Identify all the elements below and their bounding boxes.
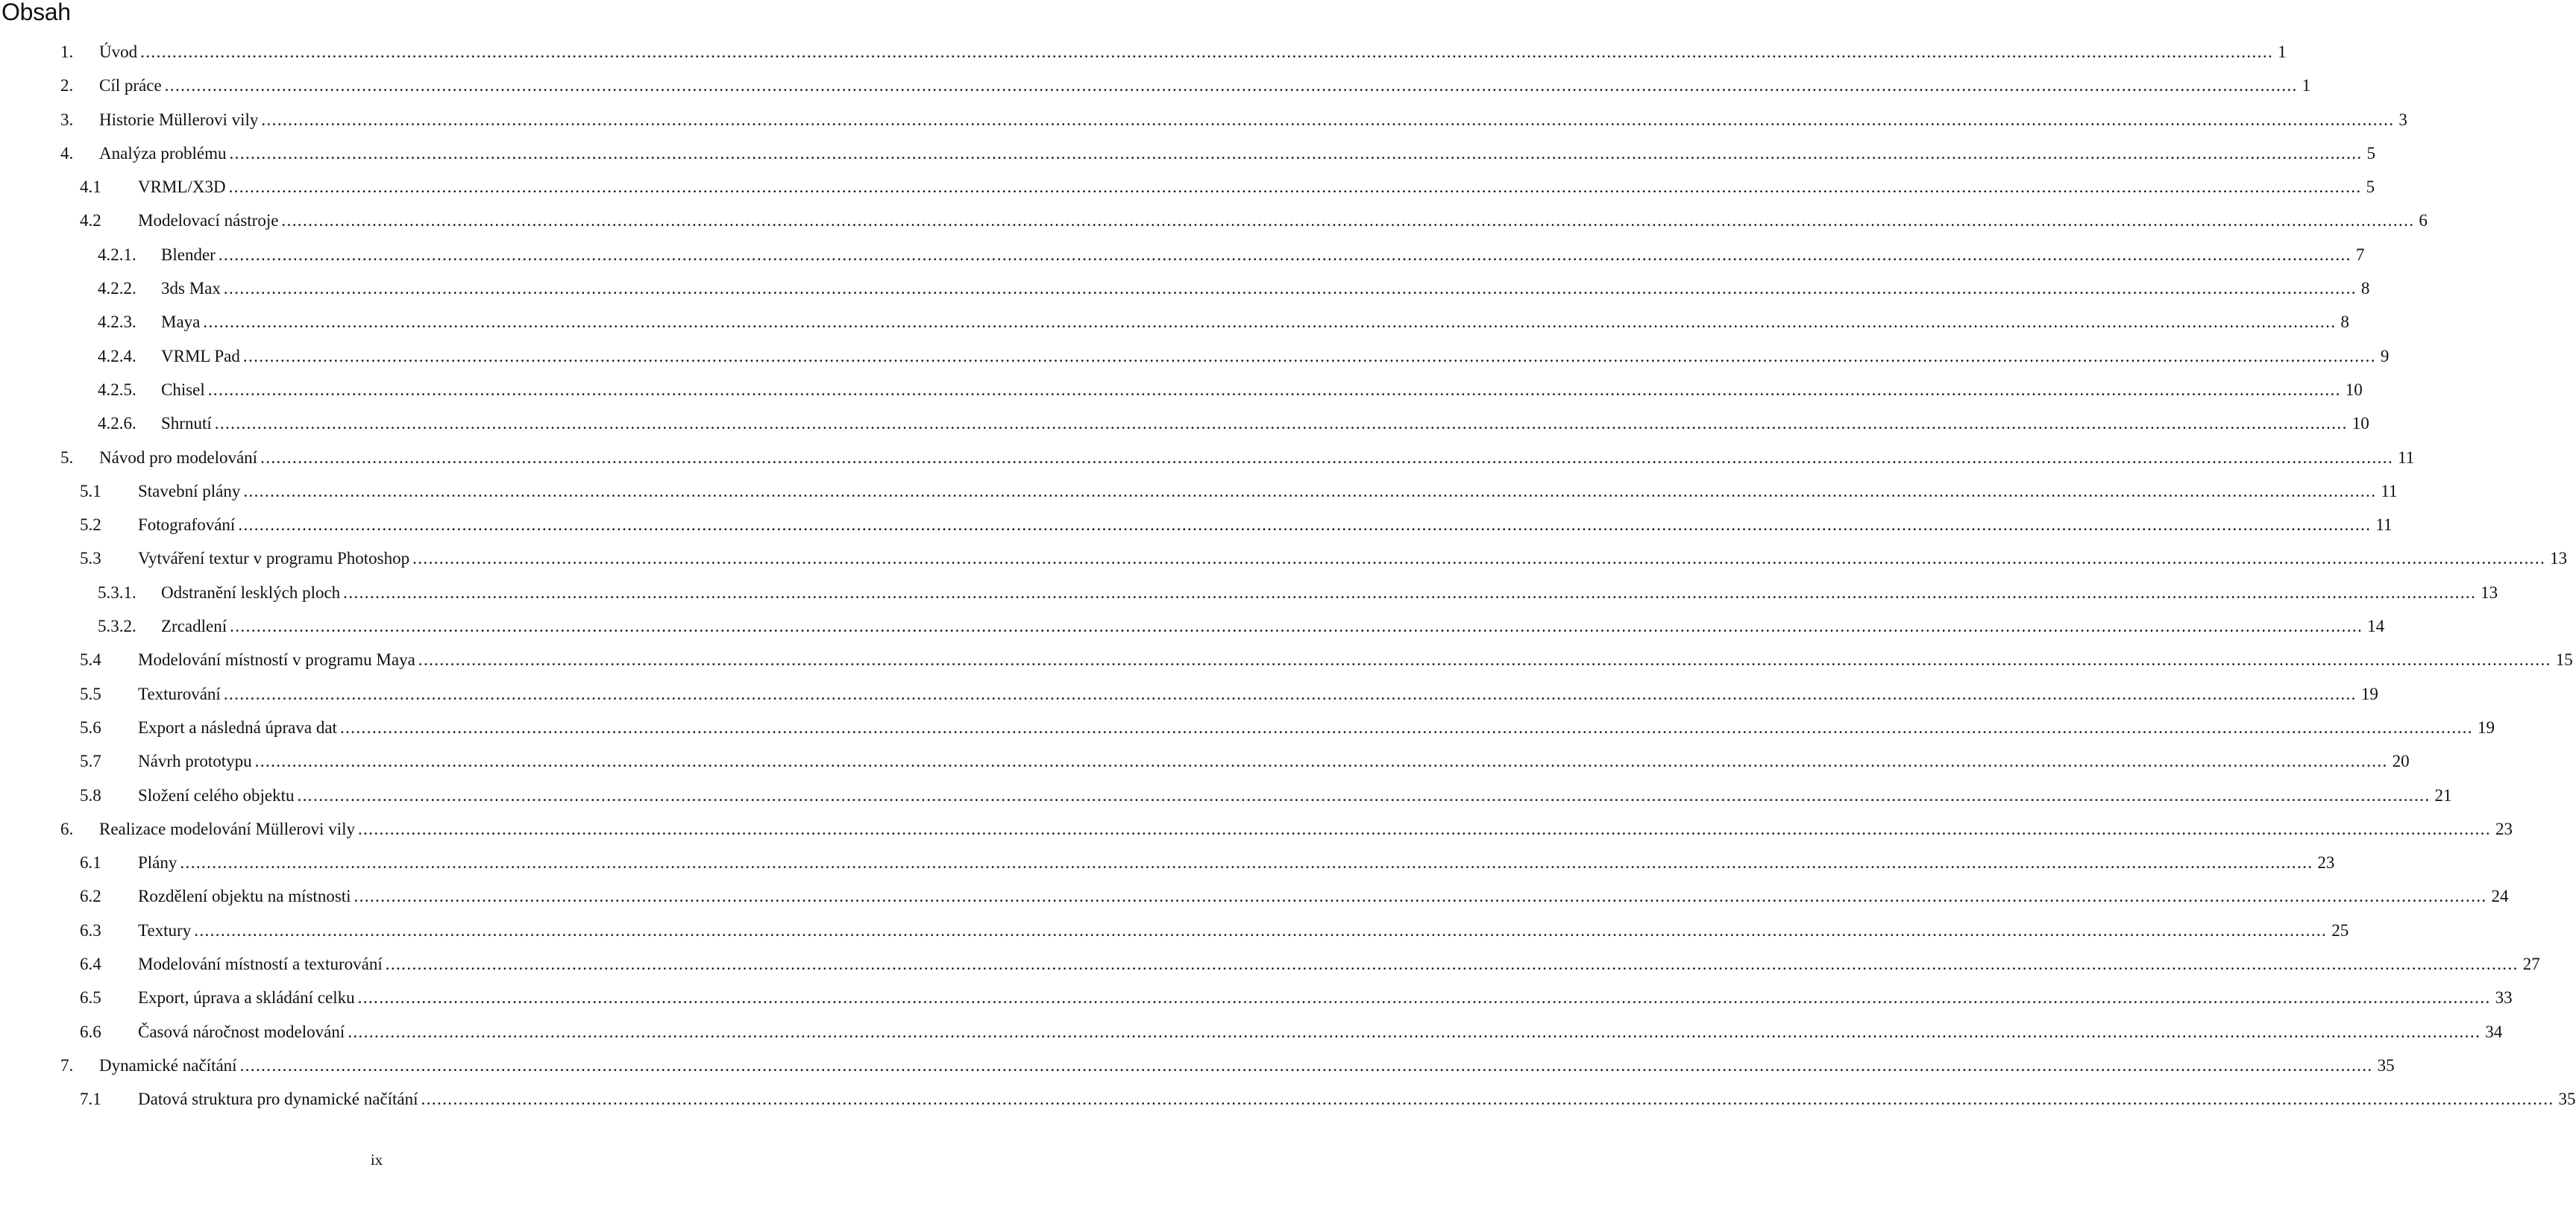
toc-entry-page: 24	[2491, 887, 2509, 906]
toc-dot-leader: ................................................................................................................................................................................................................................................................................................................................................................................................................	[230, 617, 2363, 636]
toc-dot-leader: ................................................................................................................................................................................................................................................................................................................................................................................................................	[385, 955, 2519, 974]
toc-dot-leader: ................................................................................................................................................................................................................................................................................................................................................................................................................	[214, 414, 2348, 433]
toc-entry-title: Dynamické načítání	[99, 1055, 237, 1075]
toc-entry-line	[161, 305, 2349, 339]
toc-entry-title: Modelování místností a texturování	[138, 955, 383, 974]
toc-entry-title: Maya	[161, 313, 201, 332]
toc-dot-leader: ................................................................................................................................................................................................................................................................................................................................................................................................................	[239, 1055, 2373, 1075]
toc-dot-leader: ................................................................................................................................................................................................................................................................................................................................................................................................................	[418, 650, 2551, 670]
toc-entry-page: 15	[2555, 650, 2573, 670]
toc-dot-leader: ................................................................................................................................................................................................................................................................................................................................................................................................................	[357, 988, 2491, 1008]
toc-entry-page: 7	[2355, 245, 2365, 264]
toc-entry[interactable]	[0, 643, 2573, 676]
toc-entry[interactable]	[0, 812, 2513, 846]
toc-entry-number: 4.	[60, 143, 74, 163]
toc-entry-number: 2.	[60, 76, 74, 95]
toc-entry-title: Textury	[138, 920, 192, 940]
toc-entry-page: 10	[2345, 380, 2363, 399]
toc-entry-line	[138, 677, 2378, 711]
toc-entry[interactable]	[0, 136, 2376, 170]
toc-entry-title: VRML/X3D	[138, 178, 226, 197]
toc-entry-line	[161, 238, 2365, 271]
toc-entry-line	[99, 103, 2407, 136]
toc-dot-leader: ................................................................................................................................................................................................................................................................................................................................................................................................................	[260, 447, 2394, 467]
toc-entry-line	[99, 812, 2513, 846]
toc-entry-line	[138, 779, 2452, 812]
toc-dot-leader: ................................................................................................................................................................................................................................................................................................................................................................................................................	[194, 920, 2328, 940]
toc-dot-leader: ................................................................................................................................................................................................................................................................................................................................................................................................................	[228, 178, 2362, 197]
page-number: ix	[370, 1151, 383, 1169]
toc-entry-line	[99, 1049, 2395, 1082]
toc-entry-page: 21	[2434, 785, 2452, 805]
toc-entry-line	[138, 744, 2410, 778]
toc-entry[interactable]	[0, 441, 2415, 474]
toc-entry-line	[138, 1015, 2503, 1049]
toc-dot-leader: ................................................................................................................................................................................................................................................................................................................................................................................................................	[229, 143, 2363, 163]
toc-entry-line	[161, 271, 2370, 305]
toc-dot-leader: ................................................................................................................................................................................................................................................................................................................................................................................................................	[218, 245, 2352, 264]
toc-entry-page: 33	[2495, 988, 2513, 1008]
toc-entry-number: 6.3	[80, 920, 101, 940]
toc-entry-title: 3ds Max	[161, 279, 221, 298]
toc-entry-number: 5.6	[80, 717, 101, 737]
toc-entry[interactable]	[0, 103, 2407, 136]
toc-entry-page: 11	[2375, 515, 2393, 535]
toc-entry-number: 5.2	[80, 515, 101, 535]
toc-entry-line	[161, 406, 2369, 440]
toc-dot-leader: ................................................................................................................................................................................................................................................................................................................................................................................................................	[242, 346, 2376, 365]
toc-entry-number: 4.2.5.	[98, 380, 136, 399]
toc-dot-leader: ................................................................................................................................................................................................................................................................................................................................................................................................................	[207, 380, 2341, 399]
toc-entry-number: 6.2	[80, 887, 101, 906]
toc-entry-title: Zrcadlení	[161, 617, 227, 636]
toc-entry[interactable]	[0, 744, 2410, 778]
toc-entry-page: 35	[2377, 1055, 2395, 1075]
toc-entry[interactable]	[0, 373, 2363, 406]
toc-entry-line	[161, 339, 2390, 373]
toc-entry-page: 35	[2558, 1090, 2576, 1109]
toc-entry[interactable]	[0, 35, 2287, 69]
toc-entry[interactable]	[0, 846, 2335, 879]
toc-entry-title: Návrh prototypu	[138, 752, 252, 771]
toc-entry[interactable]	[0, 981, 2513, 1014]
toc-entry-line	[138, 643, 2573, 676]
toc-dot-leader: ................................................................................................................................................................................................................................................................................................................................................................................................................	[164, 76, 2298, 95]
toc-entry[interactable]	[0, 779, 2452, 812]
toc-entry-title: Blender	[161, 245, 216, 264]
toc-dot-leader: ................................................................................................................................................................................................................................................................................................................................................................................................................	[354, 887, 2487, 906]
toc-entry-title: Datová struktura pro dynamické načítání	[138, 1090, 418, 1109]
toc-dot-leader: ................................................................................................................................................................................................................................................................................................................................................................................................................	[238, 515, 2372, 535]
toc-entry-page: 6	[2419, 211, 2428, 230]
toc-entry-title: Cíl práce	[99, 76, 162, 95]
toc-entry-line	[99, 136, 2376, 170]
toc-entry-page: 9	[2380, 346, 2390, 365]
toc-entry-page: 23	[2495, 819, 2513, 838]
toc-entry-title: Export a následná úprava dat	[138, 717, 337, 737]
toc-entry-number: 4.2.1.	[98, 245, 136, 264]
toc-entry-line	[138, 981, 2513, 1014]
toc-entry-title: Realizace modelování Müllerovi vily	[99, 819, 355, 838]
toc-entry[interactable]	[0, 914, 2349, 947]
toc-entry-title: Analýza problému	[99, 143, 227, 163]
toc-entry-title: Texturování	[138, 684, 221, 703]
toc-entry[interactable]	[0, 1082, 2576, 1116]
toc-entry-number: 5.8	[80, 785, 101, 805]
toc-entry-line	[138, 541, 2568, 575]
toc-entry-page: 5	[2366, 178, 2375, 197]
toc-entry-number: 5.1	[80, 481, 101, 500]
toc-entry[interactable]	[0, 879, 2509, 913]
toc-entry-line	[138, 846, 2335, 879]
toc-entry-page: 11	[2381, 481, 2398, 500]
toc-dot-leader: ................................................................................................................................................................................................................................................................................................................................................................................................................	[297, 785, 2431, 805]
toc-entry-number: 6.	[60, 819, 74, 838]
toc-entry-line	[99, 35, 2287, 69]
toc-entry-page: 1	[2302, 76, 2311, 95]
toc-entry-number: 4.2.4.	[98, 346, 136, 365]
toc-entry-title: Plány	[138, 853, 178, 873]
toc-entry-number: 7.1	[80, 1090, 101, 1109]
toc-entry-line	[138, 170, 2375, 204]
toc-entry[interactable]	[0, 238, 2365, 271]
toc-entry-number: 4.2.3.	[98, 313, 136, 332]
toc-entry-page: 14	[2367, 617, 2385, 636]
toc-dot-leader: ................................................................................................................................................................................................................................................................................................................................................................................................................	[140, 43, 2274, 61]
toc-entry-title: Složení celého objektu	[138, 785, 295, 805]
toc-entry-title: VRML Pad	[161, 346, 240, 365]
toc-dot-leader: ................................................................................................................................................................................................................................................................................................................................................................................................................	[339, 717, 2473, 737]
toc-dot-leader: ................................................................................................................................................................................................................................................................................................................................................................................................................	[223, 684, 2357, 703]
toc-entry-number: 5.	[60, 447, 74, 467]
toc-entry-page: 19	[2477, 717, 2495, 737]
toc-entry[interactable]	[0, 474, 2398, 508]
toc-entry-number: 1.	[60, 43, 74, 61]
toc-entry-title: Export, úprava a skládání celku	[138, 988, 355, 1008]
toc-entry-number: 3.	[60, 110, 74, 129]
toc-entry[interactable]	[0, 541, 2568, 575]
toc-entry[interactable]	[0, 947, 2540, 981]
toc-entry-page: 8	[2360, 279, 2370, 298]
toc-entry[interactable]	[0, 1015, 2503, 1049]
toc-entry-number: 5.7	[80, 752, 101, 771]
toc-entry[interactable]	[0, 609, 2385, 643]
toc-entry-line	[161, 576, 2498, 609]
toc-dot-leader: ................................................................................................................................................................................................................................................................................................................................................................................................................	[254, 752, 2388, 771]
toc-entry-page: 3	[2398, 110, 2407, 129]
toc-entry[interactable]	[0, 170, 2375, 204]
toc-entry[interactable]	[0, 305, 2349, 339]
toc-entry-number: 6.5	[80, 988, 101, 1008]
page-title: Obsah	[1, 0, 71, 25]
toc-entry[interactable]	[0, 406, 2369, 440]
toc-dot-leader: ................................................................................................................................................................................................................................................................................................................................................................................................................	[421, 1090, 2554, 1109]
toc-entry-page: 8	[2340, 313, 2349, 332]
toc-dot-leader: ................................................................................................................................................................................................................................................................................................................................................................................................................	[243, 481, 2377, 500]
toc-dot-leader: ................................................................................................................................................................................................................................................................................................................................................................................................................	[348, 1022, 2481, 1041]
toc-entry-number: 4.2.2.	[98, 279, 136, 298]
toc-dot-leader: ................................................................................................................................................................................................................................................................................................................................................................................................................	[223, 279, 2357, 298]
toc-entry-number: 6.1	[80, 853, 101, 873]
toc-entry-line	[99, 441, 2415, 474]
toc-entry-page: 1	[2278, 43, 2287, 61]
toc-entry[interactable]	[0, 1049, 2395, 1082]
toc-entry-number: 4.2.6.	[98, 414, 136, 433]
toc-entry-page: 13	[2481, 582, 2498, 602]
toc-entry-page: 5	[2366, 143, 2376, 163]
toc-entry-line	[161, 609, 2385, 643]
toc-entry-page: 20	[2392, 752, 2410, 771]
toc-entry-title: Shrnutí	[161, 414, 212, 433]
toc-entry-title: Rozdělení objektu na místnosti	[138, 887, 351, 906]
toc-entry-title: Stavební plány	[138, 481, 241, 500]
toc-entry-page: 11	[2398, 447, 2415, 467]
toc-entry-page: 25	[2331, 920, 2349, 940]
toc-entry-title: Časová náročnost modelování	[138, 1022, 345, 1041]
toc-entry[interactable]	[0, 69, 2311, 102]
toc-entry[interactable]	[0, 677, 2378, 711]
toc-entry-title: Chisel	[161, 380, 205, 399]
toc-entry-title: Odstranění lesklých ploch	[161, 582, 341, 602]
toc-entry-title: Historie Müllerovi vily	[99, 110, 259, 129]
toc-entry-number: 7.	[60, 1055, 74, 1075]
toc-entry[interactable]	[0, 508, 2393, 541]
toc-entry-line	[138, 508, 2393, 541]
toc-entry-page: 10	[2352, 414, 2369, 433]
toc-entry-line	[138, 474, 2398, 508]
toc-entry-number: 6.6	[80, 1022, 101, 1041]
toc-entry-page: 13	[2550, 549, 2568, 568]
toc-entry-line	[99, 69, 2311, 102]
toc-entry-number: 5.3.1.	[98, 582, 136, 602]
toc-entry-line	[138, 947, 2540, 981]
toc-entry-number: 4.2	[80, 211, 101, 230]
toc-entry-number: 4.1	[80, 178, 101, 197]
toc-entry-number: 5.5	[80, 684, 101, 703]
toc-entry-page: 34	[2485, 1022, 2503, 1041]
toc-entry[interactable]	[0, 271, 2370, 305]
toc-entry-number: 5.4	[80, 650, 101, 670]
toc-entry-title: Fotografování	[138, 515, 236, 535]
toc-dot-leader: ................................................................................................................................................................................................................................................................................................................................................................................................................	[203, 313, 2337, 332]
toc-entry-page: 19	[2360, 684, 2378, 703]
table-of-contents	[0, 35, 2576, 1117]
toc-entry-number: 6.4	[80, 955, 101, 974]
toc-entry-number: 5.3	[80, 549, 101, 568]
toc-entry-page: 27	[2522, 955, 2540, 974]
toc-entry-title: Vytváření textur v programu Photoshop	[138, 549, 410, 568]
toc-entry-line	[138, 914, 2349, 947]
toc-entry[interactable]	[0, 339, 2390, 373]
toc-entry[interactable]	[0, 204, 2428, 237]
toc-entry[interactable]	[0, 711, 2495, 744]
toc-entry-title: Modelování místností v programu Maya	[138, 650, 415, 670]
toc-dot-leader: ................................................................................................................................................................................................................................................................................................................................................................................................................	[412, 549, 2546, 568]
toc-entry[interactable]	[0, 576, 2498, 609]
toc-entry-title: Úvod	[99, 43, 138, 61]
toc-entry-line	[138, 1082, 2576, 1116]
toc-entry-title: Modelovací nástroje	[138, 211, 279, 230]
toc-entry-line	[161, 373, 2363, 406]
toc-entry-line	[138, 204, 2428, 237]
toc-dot-leader: ................................................................................................................................................................................................................................................................................................................................................................................................................	[357, 819, 2491, 838]
toc-entry-line	[138, 711, 2495, 744]
toc-entry-title: Návod pro modelování	[99, 447, 258, 467]
toc-dot-leader: ................................................................................................................................................................................................................................................................................................................................................................................................................	[281, 211, 2415, 230]
toc-dot-leader: ................................................................................................................................................................................................................................................................................................................................................................................................................	[343, 582, 2477, 602]
toc-dot-leader: ................................................................................................................................................................................................................................................................................................................................................................................................................	[180, 853, 2313, 873]
toc-entry-line	[138, 879, 2509, 913]
toc-entry-page: 23	[2317, 853, 2335, 873]
toc-entry-number: 5.3.2.	[98, 617, 136, 636]
toc-dot-leader: ................................................................................................................................................................................................................................................................................................................................................................................................................	[261, 110, 2395, 129]
